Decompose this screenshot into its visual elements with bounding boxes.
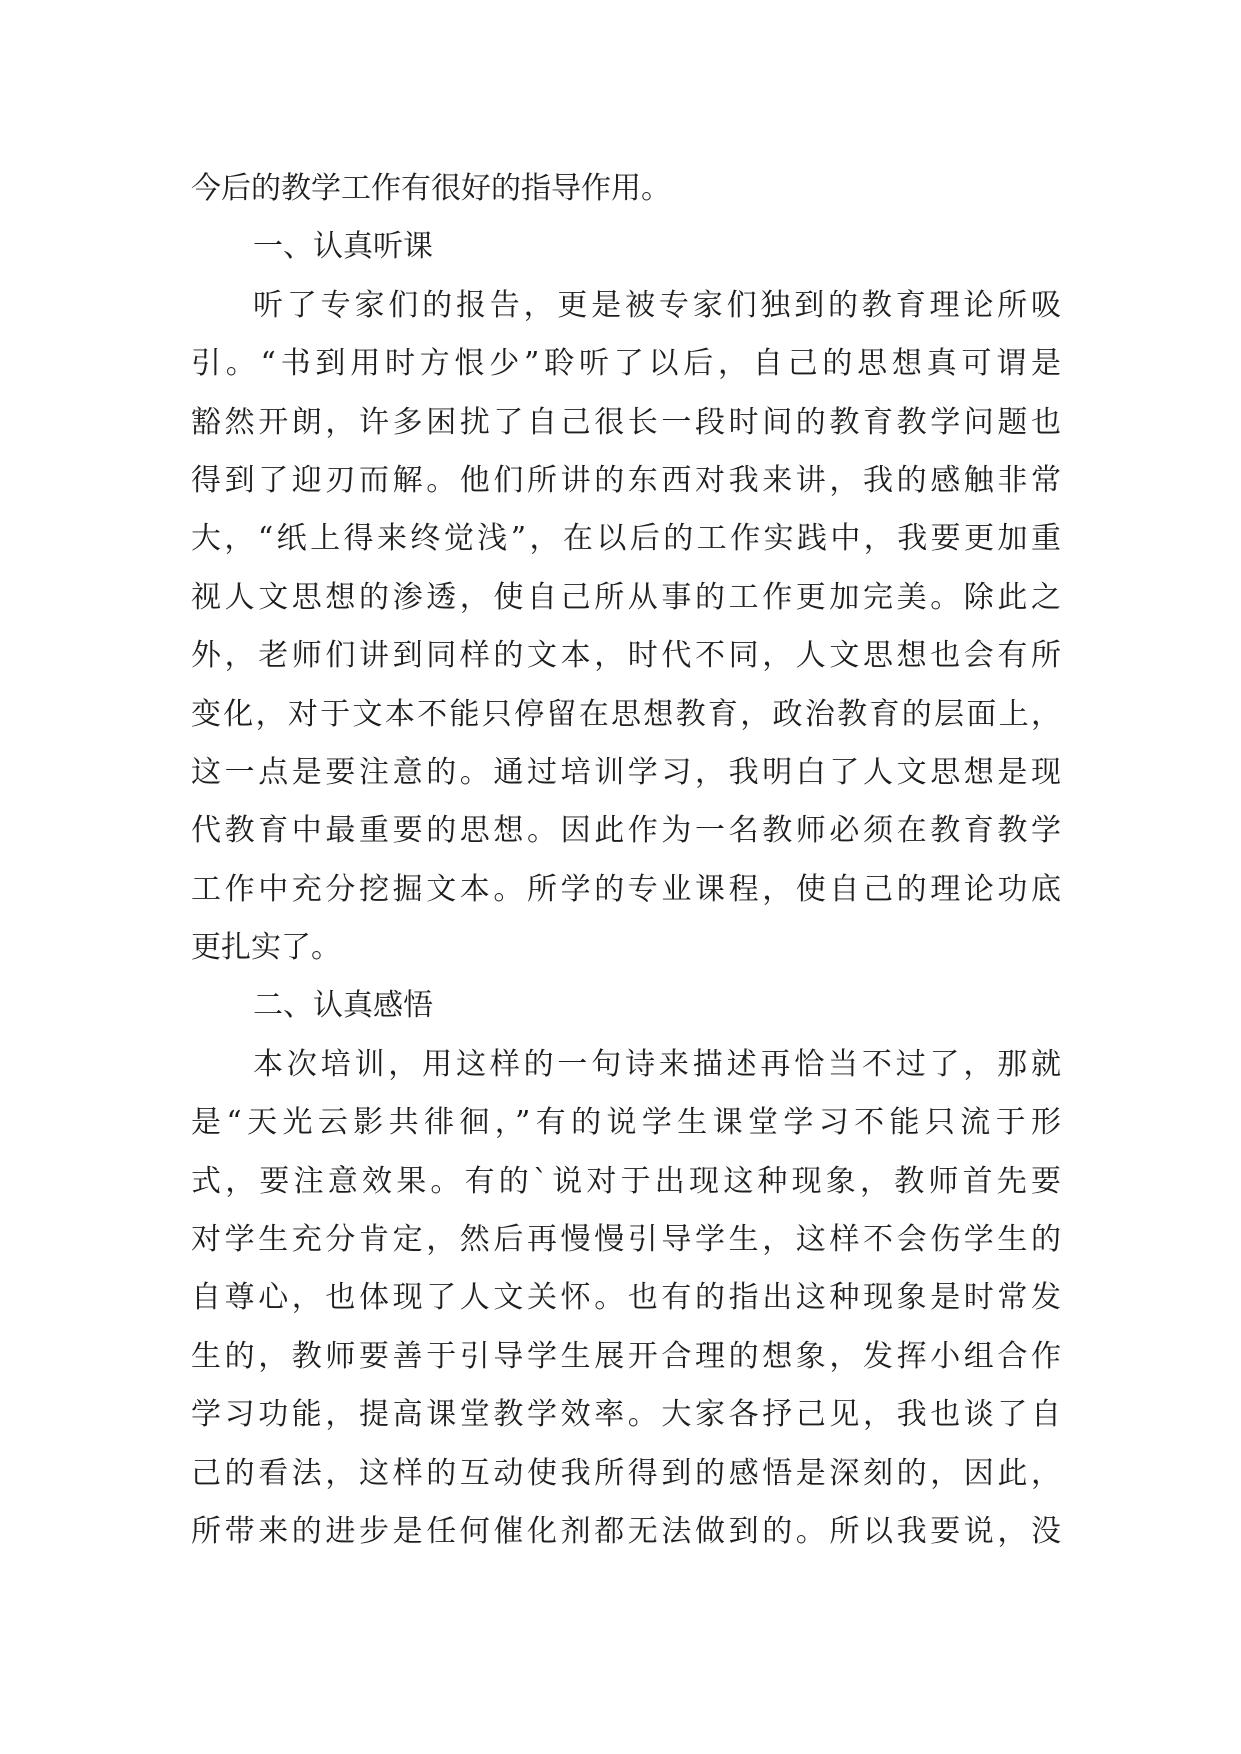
paragraph-line: 视人文思想的渗透，使自己所从事的工作更加完美。除此之 xyxy=(191,579,1061,615)
paragraph-line: 引。“书到用时方恨少”聆听了以后，自己的思想真可谓是 xyxy=(191,346,1061,382)
paragraph-line: 今后的教学工作有很好的指导作用。 xyxy=(191,171,671,206)
paragraph-line: 生的，教师要善于引导学生展开合理的想象，发挥小组合作 xyxy=(191,1338,1061,1374)
paragraph-line: 是“天光云影共徘徊，”有的说学生课堂学习不能只流于形 xyxy=(191,1105,1061,1141)
section-heading: 二、认真感悟 xyxy=(253,988,433,1024)
section-heading: 一、认真听课 xyxy=(253,229,433,265)
paragraph-line: 己的看法，这样的互动使我所得到的感悟是深刻的，因此， xyxy=(191,1455,1061,1491)
paragraph-line: 自尊心，也体现了人文关怀。也有的指出这种现象是时常发 xyxy=(191,1280,1061,1316)
paragraph-line: 外，老师们讲到同样的文本，时代不同，人文思想也会有所 xyxy=(191,638,1061,674)
paragraph-line: 学习功能，提高课堂教学效率。大家各抒己见，我也谈了自 xyxy=(191,1397,1061,1433)
paragraph-line: 代教育中最重要的思想。因此作为一名教师必须在教育教学 xyxy=(191,813,1061,849)
paragraph-line: 豁然开朗，许多困扰了自己很长一段时间的教育教学问题也 xyxy=(191,404,1061,440)
paragraph-line: 这一点是要注意的。通过培训学习，我明白了人文思想是现 xyxy=(191,754,1061,790)
paragraph-line: 大，“纸上得来终觉浅”，在以后的工作实践中，我要更加重 xyxy=(191,521,1061,557)
paragraph-line: 得到了迎刃而解。他们所讲的东西对我来讲，我的感触非常 xyxy=(191,462,1061,498)
paragraph-line: 听了专家们的报告，更是被专家们独到的教育理论所吸 xyxy=(253,287,1061,323)
paragraph-line: 更扎实了。 xyxy=(191,930,341,966)
paragraph-line: 式，要注意效果。有的`说对于出现这种现象，教师首先要 xyxy=(191,1163,1061,1199)
paragraph-line: 本次培训，用这样的一句诗来描述再恰当不过了，那就 xyxy=(253,1046,1061,1082)
paragraph-line: 工作中充分挖掘文本。所学的专业课程，使自己的理论功底 xyxy=(191,871,1061,907)
paragraph-line: 所带来的进步是任何催化剂都无法做到的。所以我要说，没 xyxy=(191,1513,1061,1549)
document-body xyxy=(191,160,1061,1561)
paragraph-line: 变化，对于文本不能只停留在思想教育，政治教育的层面上， xyxy=(191,696,1061,732)
paragraph-line: 对学生充分肯定，然后再慢慢引导学生，这样不会伤学生的 xyxy=(191,1222,1061,1258)
